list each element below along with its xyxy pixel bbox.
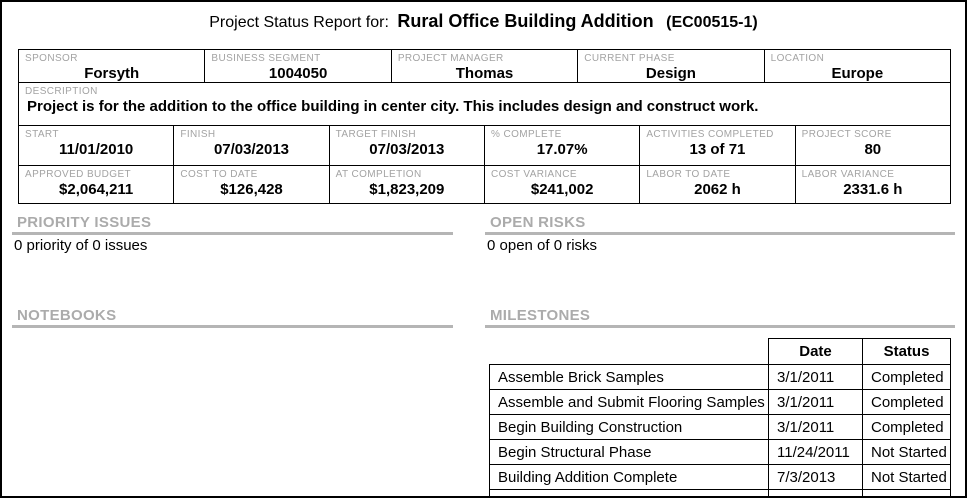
milestone-status-cell: Not Started bbox=[863, 465, 951, 490]
field-value: 11/01/2010 bbox=[59, 141, 134, 158]
milestone-name-cell: Assemble and Submit Flooring Samples bbox=[490, 390, 769, 415]
field-label: LABOR TO DATE bbox=[646, 169, 731, 180]
open-risks-section bbox=[485, 214, 955, 254]
field-approved-budget bbox=[19, 166, 173, 203]
project-summary-table bbox=[18, 49, 951, 204]
field-project-score bbox=[795, 126, 950, 165]
notebooks-section bbox=[12, 307, 453, 328]
milestone-date-cell: 11/24/2011 bbox=[769, 440, 863, 465]
field-label: ACTIVITIES COMPLETED bbox=[646, 129, 774, 140]
milestone-name-cell: Assemble Brick Samples bbox=[490, 365, 769, 390]
field-label: BUSINESS SEGMENT bbox=[211, 53, 321, 64]
milestones-header-row bbox=[490, 339, 951, 365]
field-value: $2,064,211 bbox=[59, 181, 134, 198]
field-label: AT COMPLETION bbox=[335, 169, 422, 180]
milestone-row bbox=[490, 465, 951, 490]
summary-row-cost bbox=[19, 165, 950, 203]
field-label: LABOR VARIANCE bbox=[801, 169, 895, 180]
field-value: $126,428 bbox=[220, 181, 283, 198]
field-percent-complete bbox=[484, 126, 639, 165]
section-divider bbox=[12, 325, 453, 328]
milestones-table bbox=[489, 338, 951, 498]
field-label: DESCRIPTION bbox=[25, 86, 98, 97]
field-label: TARGET FINISH bbox=[335, 129, 417, 140]
field-finish bbox=[173, 126, 328, 165]
milestone-date-header: Date bbox=[769, 339, 863, 365]
field-label: LOCATION bbox=[770, 53, 825, 64]
milestone-row bbox=[490, 390, 951, 415]
field-label: COST TO DATE bbox=[180, 169, 258, 180]
field-value: 1004050 bbox=[268, 65, 328, 82]
milestone-date-cell: 3/1/2011 bbox=[769, 365, 863, 390]
milestone-status-cell: Completed bbox=[863, 415, 951, 440]
field-value: 07/03/2013 bbox=[369, 141, 445, 158]
field-cost-to-date bbox=[173, 166, 328, 203]
field-project-manager bbox=[391, 50, 577, 82]
milestone-date-cell: 7/3/2013 bbox=[769, 465, 863, 490]
field-value: Project is for the addition to the office building in center city. This includes design and construct work. bbox=[27, 98, 759, 115]
project-id: (EC00515-1) bbox=[666, 14, 758, 31]
priority-issues-section bbox=[12, 214, 453, 254]
field-value: Design bbox=[645, 65, 696, 82]
project-name: Rural Office Building Addition bbox=[397, 11, 654, 31]
field-description bbox=[19, 83, 950, 125]
field-value: $1,823,209 bbox=[369, 181, 445, 198]
field-value: 80 bbox=[864, 141, 882, 158]
section-divider bbox=[485, 232, 955, 235]
milestone-date-cell bbox=[769, 490, 863, 498]
milestone-row-clipped bbox=[490, 490, 951, 498]
section-divider bbox=[485, 325, 955, 328]
milestone-name-cell: Begin Building Construction bbox=[490, 415, 769, 440]
summary-row-general bbox=[19, 50, 950, 82]
field-value: Europe bbox=[831, 65, 884, 82]
priority-issues-heading: PRIORITY ISSUES bbox=[17, 214, 152, 231]
field-value: 2062 h bbox=[694, 181, 741, 198]
field-label: START bbox=[25, 129, 59, 140]
field-label: COST VARIANCE bbox=[490, 169, 577, 180]
field-label: PROJECT MANAGER bbox=[397, 53, 504, 64]
milestone-status-cell bbox=[863, 490, 951, 498]
section-divider bbox=[12, 232, 453, 235]
milestone-row bbox=[490, 365, 951, 390]
field-activities-completed bbox=[639, 126, 794, 165]
field-start bbox=[19, 126, 173, 165]
field-value: Forsyth bbox=[84, 65, 140, 82]
field-value: 07/03/2013 bbox=[213, 141, 290, 158]
milestone-status-header: Status bbox=[863, 339, 951, 365]
milestone-name-header bbox=[490, 339, 769, 365]
summary-row-description bbox=[19, 82, 950, 125]
field-value: 13 of 71 bbox=[689, 141, 746, 158]
field-labor-variance bbox=[795, 166, 950, 203]
field-label: FINISH bbox=[180, 129, 216, 140]
report-title-prefix: Project Status Report for: bbox=[209, 14, 389, 31]
milestone-name-cell bbox=[490, 490, 769, 498]
report-title bbox=[2, 11, 965, 32]
open-risks-summary: 0 open of 0 risks bbox=[487, 237, 598, 254]
milestone-row bbox=[490, 415, 951, 440]
field-label: CURRENT PHASE bbox=[584, 53, 675, 64]
field-cost-variance bbox=[484, 166, 639, 203]
field-value: 2331.6 h bbox=[843, 181, 903, 198]
milestone-date-cell: 3/1/2011 bbox=[769, 415, 863, 440]
field-location bbox=[764, 50, 950, 82]
field-value: 17.07% bbox=[536, 141, 588, 158]
field-sponsor bbox=[19, 50, 204, 82]
field-label: PROJECT SCORE bbox=[801, 129, 892, 140]
field-current-phase bbox=[577, 50, 763, 82]
milestone-status-cell: Not Started bbox=[863, 440, 951, 465]
open-risks-heading: OPEN RISKS bbox=[490, 214, 586, 231]
milestone-row bbox=[490, 440, 951, 465]
milestone-status-cell: Completed bbox=[863, 365, 951, 390]
field-target-finish bbox=[329, 126, 484, 165]
milestones-section bbox=[485, 307, 955, 328]
milestone-status-cell: Completed bbox=[863, 390, 951, 415]
notebooks-heading: NOTEBOOKS bbox=[17, 307, 117, 324]
field-labor-to-date bbox=[639, 166, 794, 203]
field-value: $241,002 bbox=[530, 181, 594, 198]
field-value: Thomas bbox=[455, 65, 514, 82]
milestone-name-cell: Begin Structural Phase bbox=[490, 440, 769, 465]
milestones-heading: MILESTONES bbox=[490, 307, 591, 324]
milestone-date-cell: 3/1/2011 bbox=[769, 390, 863, 415]
priority-issues-summary: 0 priority of 0 issues bbox=[14, 237, 148, 254]
milestone-name-cell: Building Addition Complete bbox=[490, 465, 769, 490]
summary-row-schedule bbox=[19, 125, 950, 165]
field-label: APPROVED BUDGET bbox=[25, 169, 132, 180]
field-at-completion bbox=[329, 166, 484, 203]
field-business-segment bbox=[204, 50, 390, 82]
field-label: SPONSOR bbox=[25, 53, 78, 64]
field-label: % COMPLETE bbox=[490, 129, 562, 140]
